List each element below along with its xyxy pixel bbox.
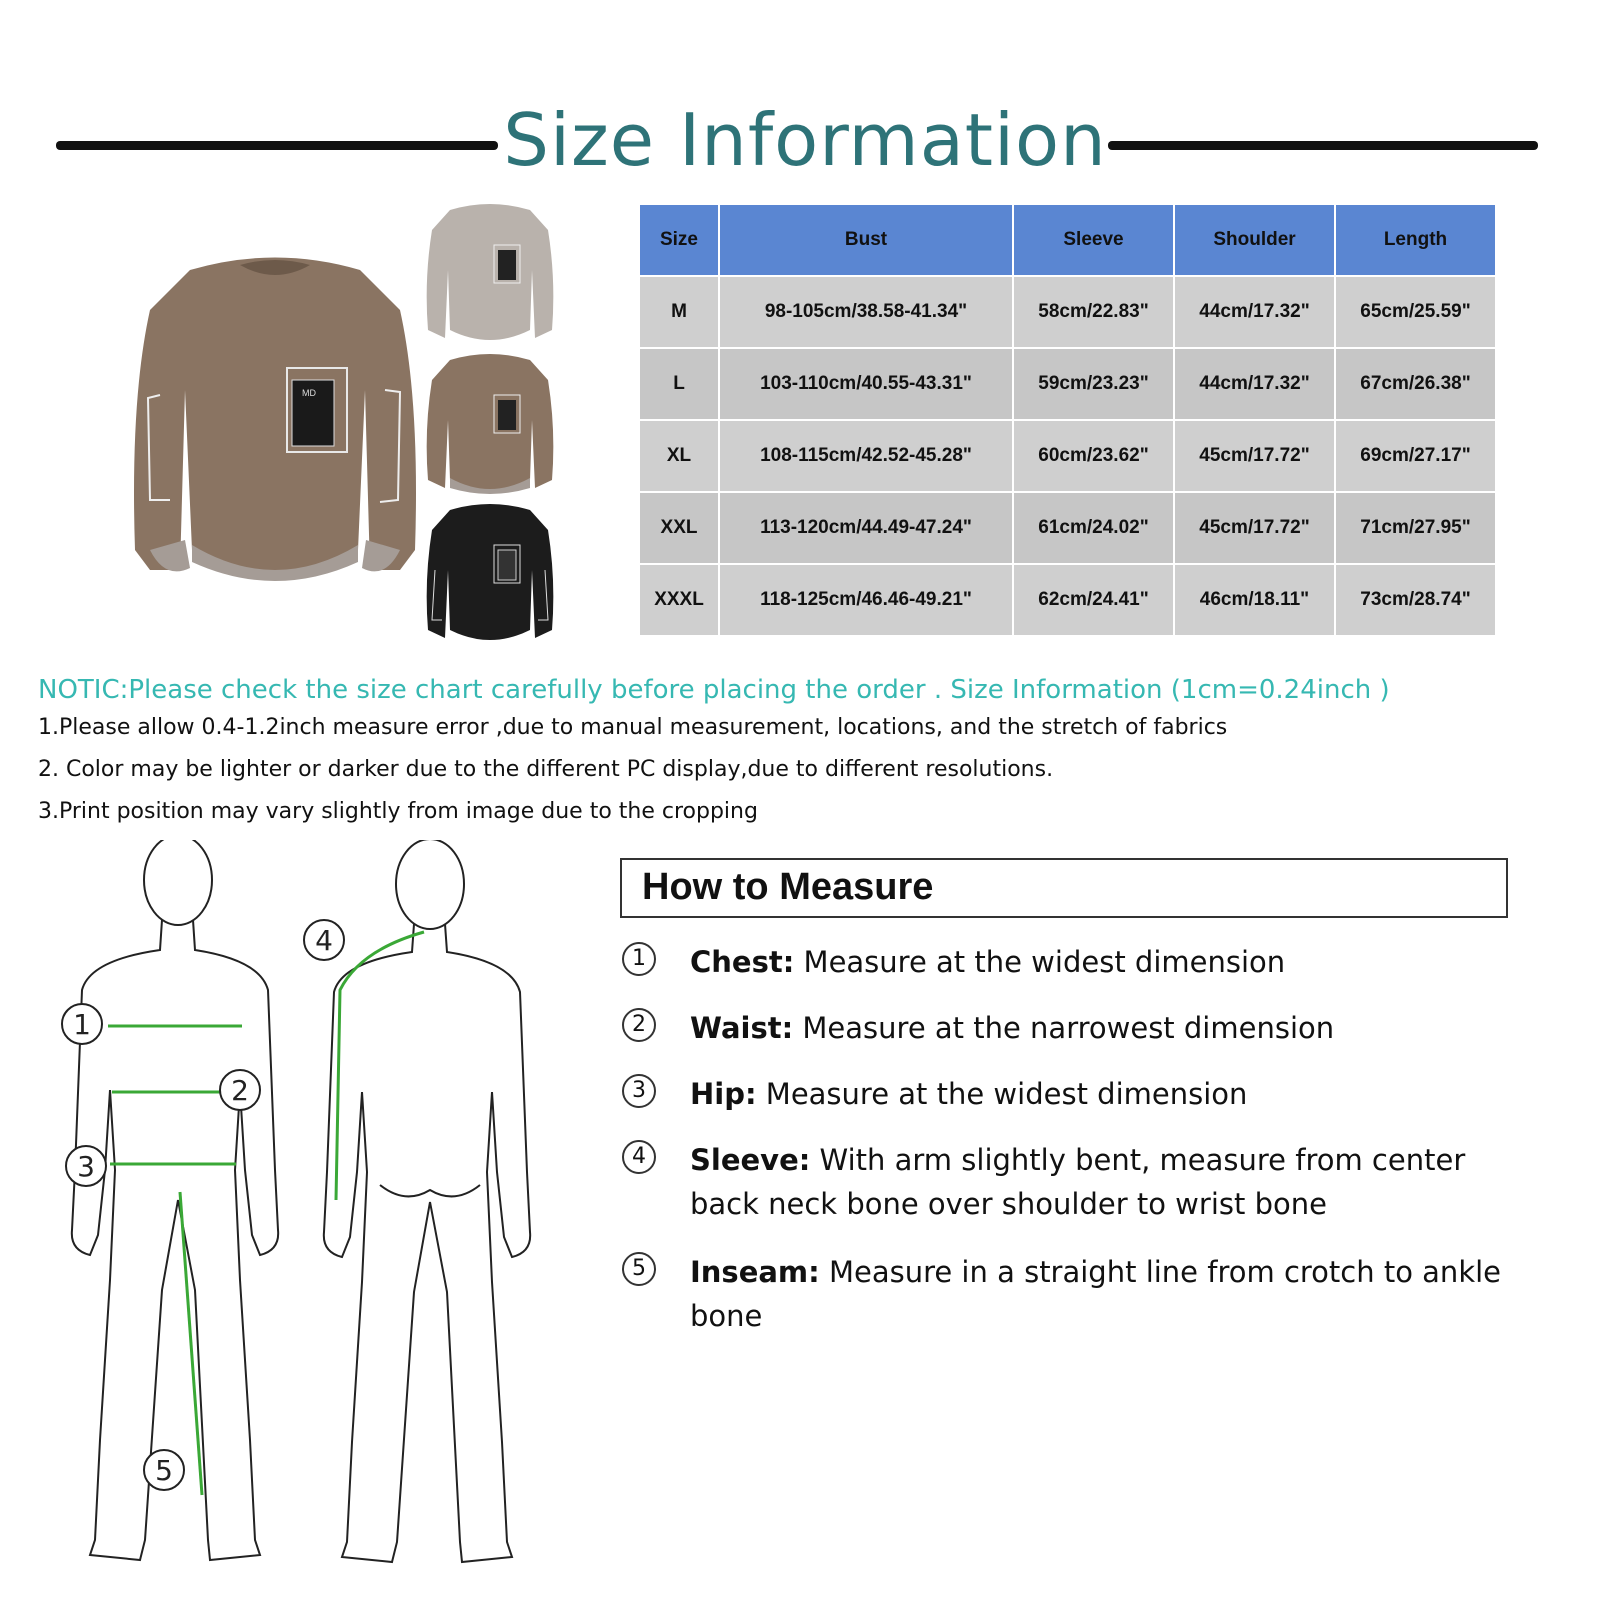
note-3: 3.Print position may vary slightly from image due to the cropping xyxy=(38,799,758,824)
note-1: 1.Please allow 0.4-1.2inch measure error ,due to manual measurement, locations, and the stretch of fabrics xyxy=(38,715,1228,740)
measure-lines xyxy=(108,932,424,1495)
sweater-main-image xyxy=(130,250,420,595)
figure-markers xyxy=(62,920,344,1490)
step-text: Measure in a straight line from crotch to ankle bone xyxy=(690,1255,1502,1333)
header-sleeve: Sleeve xyxy=(1014,205,1173,275)
step-text: Measure at the narrowest dimension xyxy=(793,1011,1335,1045)
cell-shoulder: 45cm/17.72" xyxy=(1175,493,1334,563)
step-body xyxy=(690,1250,1520,1338)
step-number: 3 xyxy=(622,1074,656,1108)
step-term: Sleeve: xyxy=(690,1143,811,1177)
how-to-measure-box xyxy=(620,858,1508,918)
table-row xyxy=(640,421,1495,491)
step-text: Measure at the widest dimension xyxy=(756,1077,1248,1111)
note-2: 2. Color may be lighter or darker due to the different PC display,due to different resolutions. xyxy=(38,757,1054,782)
marker-3: 3 xyxy=(77,1150,95,1183)
step-number: 1 xyxy=(622,942,656,976)
sweater-thumb-black xyxy=(420,500,560,648)
step-text: With arm slightly bent, measure from center back neck bone over shoulder to wrist bone xyxy=(690,1143,1466,1221)
cell-shoulder: 44cm/17.32" xyxy=(1175,277,1334,347)
header-bust: Bust xyxy=(720,205,1012,275)
size-table xyxy=(638,203,1497,637)
cell-sleeve: 60cm/23.62" xyxy=(1014,421,1173,491)
cell-bust: 113-120cm/44.49-47.24" xyxy=(720,493,1012,563)
cell-bust: 98-105cm/38.58-41.34" xyxy=(720,277,1012,347)
table-row xyxy=(640,277,1495,347)
cell-length: 65cm/25.59" xyxy=(1336,277,1495,347)
step-body xyxy=(690,940,1520,984)
cell-sleeve: 62cm/24.41" xyxy=(1014,565,1173,635)
how-to-measure-title: How to Measure xyxy=(642,866,934,908)
notice-text: NOTIC:Please check the size chart carefully before placing the order . Size Information (1cm=0.24inch ) xyxy=(38,675,1390,705)
title-row xyxy=(56,95,1536,195)
cell-bust: 103-110cm/40.55-43.31" xyxy=(720,349,1012,419)
cell-length: 73cm/28.74" xyxy=(1336,565,1495,635)
cell-sleeve: 59cm/23.23" xyxy=(1014,349,1173,419)
step-body xyxy=(690,1138,1520,1226)
patch-label: MD xyxy=(302,388,316,398)
step-term: Inseam: xyxy=(690,1255,820,1289)
measurement-figures xyxy=(50,840,570,1570)
cell-size: XXL xyxy=(640,493,718,563)
title-divider-right xyxy=(1108,141,1538,150)
sweater-thumb-grey xyxy=(420,200,560,348)
step-body xyxy=(690,1006,1520,1050)
step-body xyxy=(690,1072,1520,1116)
cell-sleeve: 58cm/22.83" xyxy=(1014,277,1173,347)
cell-size: XL xyxy=(640,421,718,491)
step-number: 4 xyxy=(622,1140,656,1174)
back-figure xyxy=(324,840,530,1562)
cell-bust: 118-125cm/46.46-49.21" xyxy=(720,565,1012,635)
cell-shoulder: 46cm/18.11" xyxy=(1175,565,1334,635)
cell-size: M xyxy=(640,277,718,347)
cell-shoulder: 44cm/17.32" xyxy=(1175,349,1334,419)
sweater-thumb-brown xyxy=(420,350,560,498)
table-row xyxy=(640,493,1495,563)
cell-shoulder: 45cm/17.72" xyxy=(1175,421,1334,491)
cell-length: 67cm/26.38" xyxy=(1336,349,1495,419)
front-figure xyxy=(72,840,278,1560)
marker-2: 2 xyxy=(231,1074,249,1107)
marker-5: 5 xyxy=(155,1454,173,1487)
step-text: Measure at the widest dimension xyxy=(794,945,1286,979)
cell-length: 71cm/27.95" xyxy=(1336,493,1495,563)
table-row xyxy=(640,565,1495,635)
title-divider-left xyxy=(56,141,498,150)
cell-bust: 108-115cm/42.52-45.28" xyxy=(720,421,1012,491)
step-number: 5 xyxy=(622,1252,656,1286)
cell-sleeve: 61cm/24.02" xyxy=(1014,493,1173,563)
marker-4: 4 xyxy=(315,924,333,957)
step-term: Waist: xyxy=(690,1011,794,1045)
table-row xyxy=(640,349,1495,419)
header-shoulder: Shoulder xyxy=(1175,205,1334,275)
step-term: Chest: xyxy=(690,945,795,979)
step-number: 2 xyxy=(622,1008,656,1042)
step-term: Hip: xyxy=(690,1077,757,1111)
header-size: Size xyxy=(640,205,718,275)
page-title: Size Information xyxy=(503,98,1107,182)
table-header-row xyxy=(640,205,1495,275)
marker-1: 1 xyxy=(73,1008,91,1041)
cell-length: 69cm/27.17" xyxy=(1336,421,1495,491)
cell-size: L xyxy=(640,349,718,419)
header-length: Length xyxy=(1336,205,1495,275)
cell-size: XXXL xyxy=(640,565,718,635)
